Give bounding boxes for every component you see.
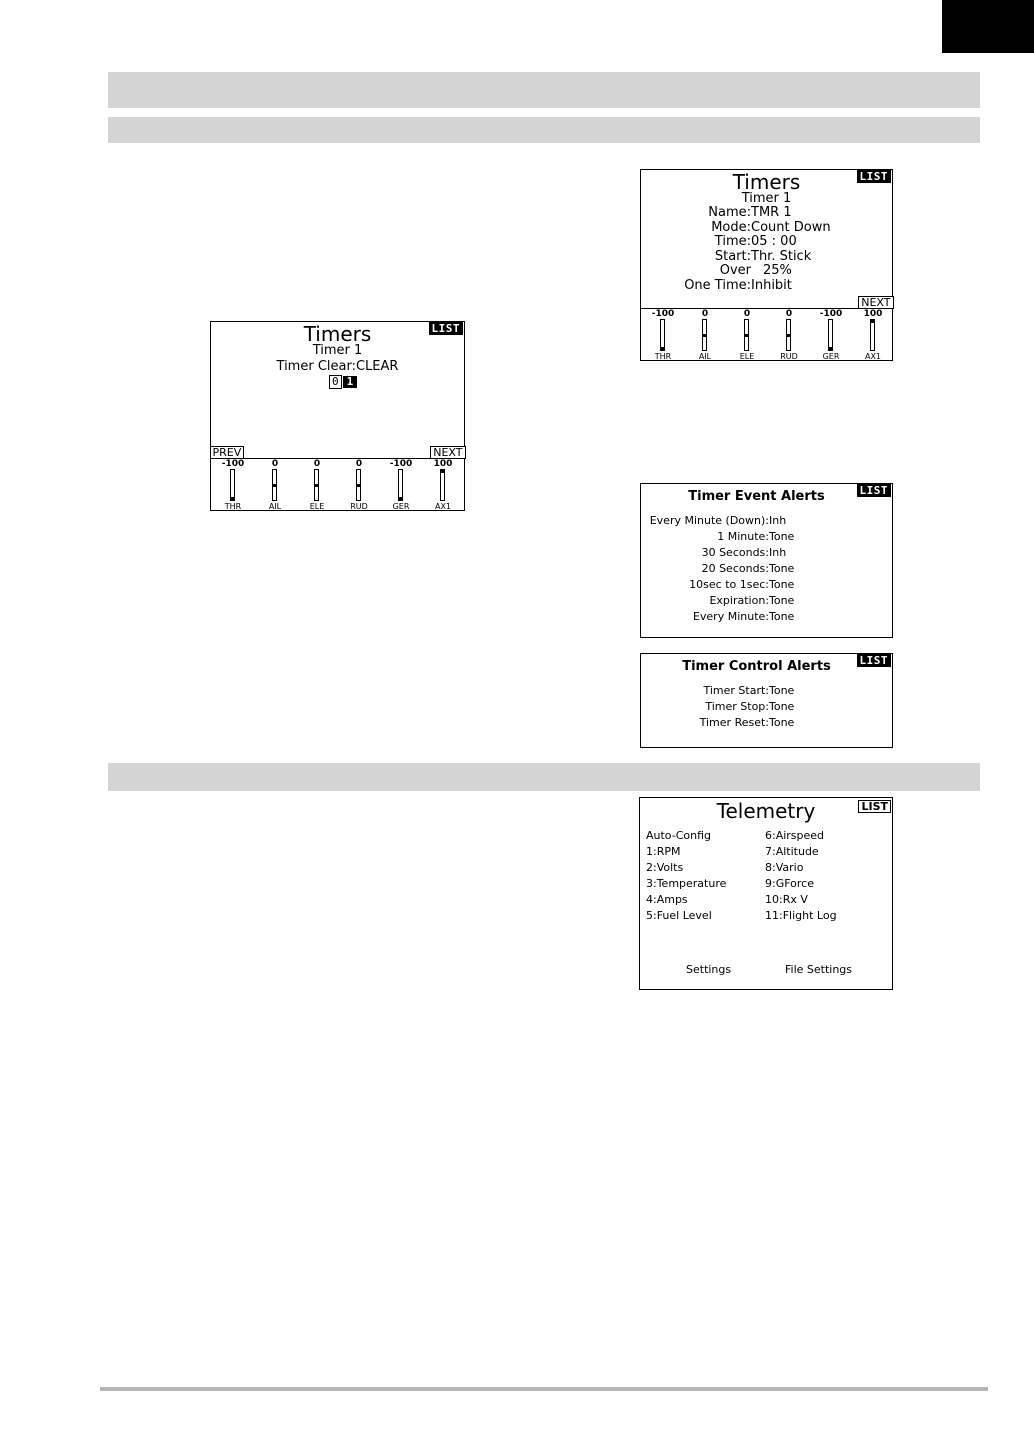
channel-0	[648, 309, 678, 365]
list-button[interactable]: LIST	[857, 170, 892, 183]
setting-value: Inhibit	[751, 277, 792, 293]
alert-value: Tone	[769, 716, 795, 729]
setting-key: Time:	[714, 234, 751, 249]
channel-3	[344, 459, 374, 515]
setting-row[interactable]	[641, 235, 892, 249]
telemetry-item[interactable]: 10:Rx V	[765, 893, 808, 906]
alert-row[interactable]	[647, 562, 794, 576]
channel-bar	[440, 469, 445, 501]
channel-label: RUD	[780, 352, 798, 361]
screen-title: Timer Control Alerts	[682, 659, 831, 674]
alert-row[interactable]	[647, 530, 794, 544]
channel-bar	[660, 319, 665, 351]
channel-value: 0	[313, 459, 321, 469]
channel-label: ELE	[309, 502, 325, 511]
screen-title: Telemetry	[716, 799, 816, 823]
channel-bar	[702, 319, 707, 351]
alert-value: Tone	[769, 594, 795, 607]
timer-clear-key: Timer Clear:	[276, 359, 356, 374]
timer-label: Timer 1	[741, 191, 792, 206]
alert-key: Timer Reset:	[699, 716, 769, 729]
channel-value: 0	[355, 459, 363, 469]
setting-key: Start:	[714, 248, 751, 264]
alert-row[interactable]	[647, 578, 794, 592]
alert-key: Every Minute:	[692, 610, 769, 623]
channel-label: AX1	[864, 352, 882, 361]
section-tab-marker	[942, 0, 1034, 53]
channel-indicator	[786, 334, 791, 337]
channel-3	[774, 309, 804, 365]
channel-4	[386, 459, 416, 515]
channel-indicator	[440, 470, 445, 473]
alert-value: Tone	[769, 562, 795, 575]
alert-row[interactable]	[647, 684, 794, 698]
telemetry-screen	[639, 797, 893, 990]
setting-row[interactable]	[641, 221, 892, 235]
alert-key: 20 Seconds:	[701, 562, 769, 575]
alert-value: Tone	[769, 610, 795, 623]
channel-indicator	[828, 347, 833, 350]
divider	[211, 458, 464, 459]
channel-value: -100	[221, 459, 245, 469]
alert-value: Tone	[769, 684, 795, 697]
telemetry-item[interactable]: Auto-Config	[646, 829, 712, 842]
setting-key: One Time:	[684, 277, 751, 293]
alert-key: Timer Start:	[703, 684, 769, 697]
screen-title: Timers	[303, 322, 372, 346]
channel-value: 100	[433, 459, 453, 469]
channel-indicator	[744, 334, 749, 337]
telemetry-item[interactable]: 8:Vario	[765, 861, 804, 874]
list-button[interactable]: LIST	[429, 322, 464, 335]
alert-key: Expiration:	[709, 594, 769, 607]
channel-value: 0	[701, 309, 709, 319]
channel-4	[816, 309, 846, 365]
telemetry-item[interactable]: 3:Temperature	[646, 877, 727, 890]
next-button[interactable]: NEXT	[430, 446, 465, 459]
channel-indicator	[272, 484, 277, 487]
channel-2	[732, 309, 762, 365]
timer-label: Timer 1	[312, 343, 363, 358]
settings-button[interactable]: Settings	[686, 963, 732, 976]
setting-value: Count Down	[751, 219, 831, 235]
telemetry-item[interactable]: 9:GForce	[765, 877, 814, 890]
channel-indicator	[702, 334, 707, 337]
channel-label: THR	[654, 352, 672, 361]
channel-bar	[272, 469, 277, 501]
timer-selector-option[interactable]: 0	[329, 375, 342, 389]
channel-label: AIL	[268, 502, 282, 511]
alert-key: 1 Minute:	[717, 530, 769, 543]
channel-indicator	[230, 497, 235, 500]
setting-value: TMR 1	[751, 205, 792, 220]
list-button[interactable]: LIST	[858, 800, 891, 813]
setting-row[interactable]	[641, 206, 892, 220]
timer-selector-option-selected[interactable]: 1	[343, 376, 358, 388]
telemetry-item[interactable]: 7:Altitude	[765, 845, 819, 858]
channel-label: GER	[392, 502, 410, 511]
telemetry-item[interactable]: 11:Flight Log	[765, 909, 837, 922]
setting-value: 25%	[763, 263, 792, 278]
channel-bar	[230, 469, 235, 501]
channel-bar	[744, 319, 749, 351]
channel-bar	[786, 319, 791, 351]
alert-value: Tone	[769, 578, 795, 591]
setting-value: 05 : 00	[751, 234, 797, 249]
alert-row[interactable]	[647, 716, 794, 730]
channel-1	[690, 309, 720, 365]
channel-label: RUD	[350, 502, 368, 511]
channel-indicator	[398, 497, 403, 500]
channel-bar	[828, 319, 833, 351]
telemetry-item[interactable]: 4:Amps	[646, 893, 688, 906]
alert-value: Tone	[769, 700, 795, 713]
timer-clear-value: CLEAR	[355, 359, 399, 374]
list-button[interactable]: LIST	[857, 654, 892, 667]
prev-button[interactable]: PREV	[210, 446, 245, 459]
channel-value: -100	[819, 309, 843, 319]
channel-value: 0	[743, 309, 751, 319]
screen-title: Timers	[732, 170, 801, 194]
timer-selector[interactable]	[329, 375, 357, 389]
setting-row[interactable]	[641, 279, 892, 293]
channel-indicator	[660, 347, 665, 350]
setting-key: Name:	[708, 205, 751, 220]
timer-control-alerts-screen	[640, 653, 893, 748]
channel-indicator	[870, 320, 875, 323]
alert-row[interactable]	[647, 514, 786, 528]
channel-0	[218, 459, 248, 515]
subsection-header-bar	[108, 117, 980, 143]
setting-value: Thr. Stick	[751, 248, 812, 264]
channel-label: GER	[822, 352, 840, 361]
channel-2	[302, 459, 332, 515]
alert-key: 30 Seconds:	[701, 546, 769, 559]
alert-key: 10sec to 1sec:	[689, 578, 769, 591]
alert-row[interactable]	[647, 546, 786, 560]
timer-event-alerts-screen	[640, 483, 893, 638]
alert-value: Tone	[769, 530, 795, 543]
alert-value: Inh	[769, 514, 787, 527]
file-settings-button[interactable]: File Settings	[785, 963, 853, 976]
channel-label: THR	[224, 502, 242, 511]
channel-1	[260, 459, 290, 515]
channel-label: ELE	[739, 352, 755, 361]
setting-key: Over	[719, 263, 751, 278]
timers-clear-screen	[210, 321, 465, 511]
channel-value: -100	[651, 309, 675, 319]
screen-title: Timer Event Alerts	[688, 489, 825, 504]
channel-bar	[870, 319, 875, 351]
telemetry-section-bar	[108, 763, 980, 791]
alert-key: Every Minute (Down):	[649, 514, 769, 527]
channel-bar	[356, 469, 361, 501]
alert-value: Inh	[769, 546, 787, 559]
channel-value: 0	[785, 309, 793, 319]
divider	[641, 308, 892, 309]
channel-bar	[398, 469, 403, 501]
channel-5	[858, 309, 888, 365]
list-button[interactable]: LIST	[857, 484, 892, 497]
channel-indicator	[314, 484, 319, 487]
telemetry-item[interactable]: 5:Fuel Level	[646, 909, 712, 922]
channel-label: AX1	[434, 502, 452, 511]
channel-value: 0	[271, 459, 279, 469]
alert-row[interactable]	[647, 594, 794, 608]
channel-label: AIL	[698, 352, 712, 361]
channel-value: -100	[389, 459, 413, 469]
setting-row[interactable]	[641, 264, 892, 278]
setting-row[interactable]	[641, 250, 892, 264]
alert-row[interactable]	[647, 700, 794, 714]
channel-5	[428, 459, 458, 515]
channel-indicator	[356, 484, 361, 487]
timers-setup-screen	[640, 169, 893, 361]
setting-key: Mode:	[711, 219, 751, 235]
footer-rule	[100, 1387, 988, 1391]
alert-row[interactable]	[647, 610, 794, 624]
next-button[interactable]: NEXT	[858, 296, 893, 309]
channel-value: 100	[863, 309, 883, 319]
section-header-bar	[108, 72, 980, 108]
alert-key: Timer Stop:	[705, 700, 769, 713]
telemetry-item[interactable]: 6:Airspeed	[765, 829, 825, 842]
telemetry-item[interactable]: 1:RPM	[646, 845, 681, 858]
channel-bar	[314, 469, 319, 501]
timer-clear-row[interactable]	[211, 359, 464, 374]
telemetry-item[interactable]: 2:Volts	[646, 861, 684, 874]
